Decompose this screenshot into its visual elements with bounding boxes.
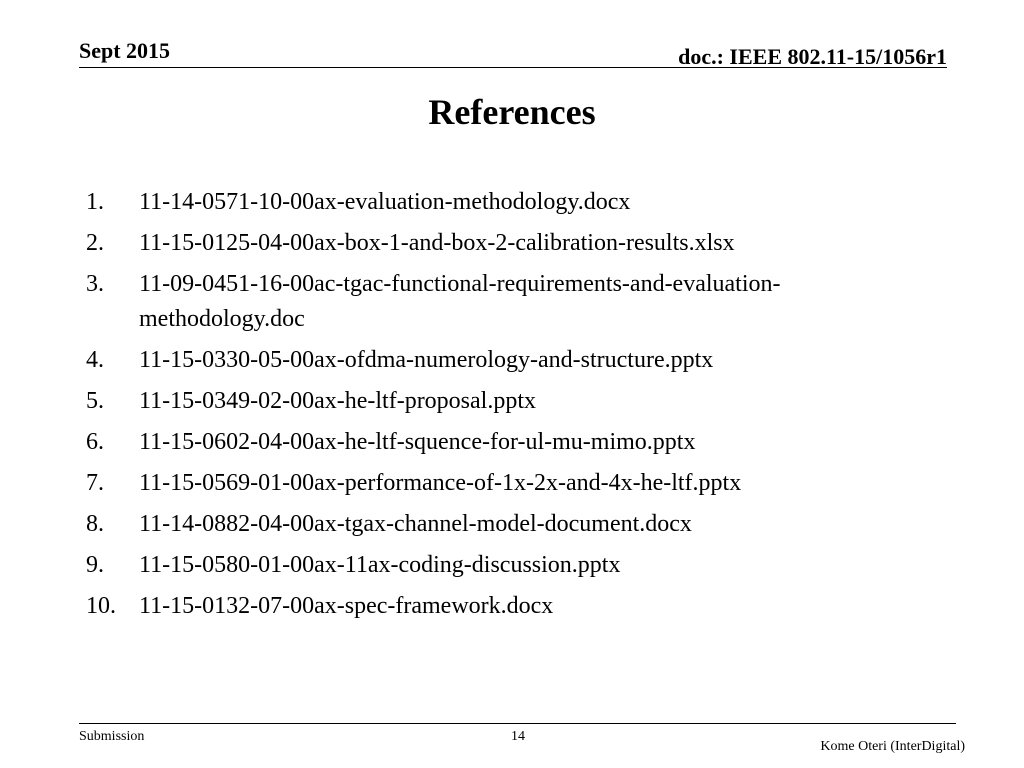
reference-number: 1. bbox=[86, 189, 104, 215]
reference-text: 11-15-0132-07-00ax-spec-framework.docx bbox=[139, 593, 554, 619]
reference-item bbox=[86, 226, 946, 261]
reference-item bbox=[86, 425, 946, 460]
reference-number: 6. bbox=[86, 429, 104, 455]
header-date: Sept 2015 bbox=[79, 38, 171, 63]
reference-number: 3. bbox=[86, 271, 104, 297]
slide-title: References bbox=[428, 92, 596, 132]
reference-text: 11-15-0580-01-00ax-11ax-coding-discussion.pptx bbox=[139, 552, 621, 578]
reference-number: 10. bbox=[86, 593, 116, 619]
reference-text: 11-15-0569-01-00ax-performance-of-1x-2x-and-4x-he-ltf.pptx bbox=[139, 470, 742, 496]
reference-item bbox=[86, 466, 946, 501]
reference-item bbox=[86, 507, 946, 542]
reference-text: 11-14-0882-04-00ax-tgax-channel-model-document.docx bbox=[139, 511, 692, 537]
reference-item bbox=[86, 589, 946, 624]
footer-divider bbox=[79, 723, 956, 724]
reference-item bbox=[86, 185, 946, 220]
reference-list bbox=[86, 185, 946, 630]
reference-number: 4. bbox=[86, 347, 104, 373]
reference-text: 11-15-0125-04-00ax-box-1-and-box-2-calibration-results.xlsx bbox=[139, 230, 735, 256]
reference-item bbox=[86, 548, 946, 583]
reference-number: 5. bbox=[86, 388, 104, 414]
reference-number: 2. bbox=[86, 230, 104, 256]
header-doc-id: doc.: IEEE 802.11-15/1056r1 bbox=[678, 44, 947, 69]
reference-text: 11-09-0451-16-00ac-tgac-functional-requirements-and-evaluation-methodology.doc bbox=[139, 271, 781, 332]
footer-submission: Submission bbox=[79, 729, 145, 744]
reference-number: 8. bbox=[86, 511, 104, 537]
reference-item bbox=[86, 343, 946, 378]
footer-author: Kome Oteri (InterDigital) bbox=[820, 739, 965, 754]
reference-text: 11-14-0571-10-00ax-evaluation-methodology.docx bbox=[139, 189, 631, 215]
reference-number: 9. bbox=[86, 552, 104, 578]
header-divider bbox=[79, 67, 947, 68]
reference-number: 7. bbox=[86, 470, 104, 496]
reference-item bbox=[86, 384, 946, 419]
reference-text: 11-15-0330-05-00ax-ofdma-numerology-and-structure.pptx bbox=[139, 347, 714, 373]
reference-item bbox=[86, 267, 946, 337]
reference-text: 11-15-0349-02-00ax-he-ltf-proposal.pptx bbox=[139, 388, 537, 414]
reference-text: 11-15-0602-04-00ax-he-ltf-squence-for-ul-mu-mimo.pptx bbox=[139, 429, 696, 455]
page-number: 14 bbox=[511, 729, 525, 744]
